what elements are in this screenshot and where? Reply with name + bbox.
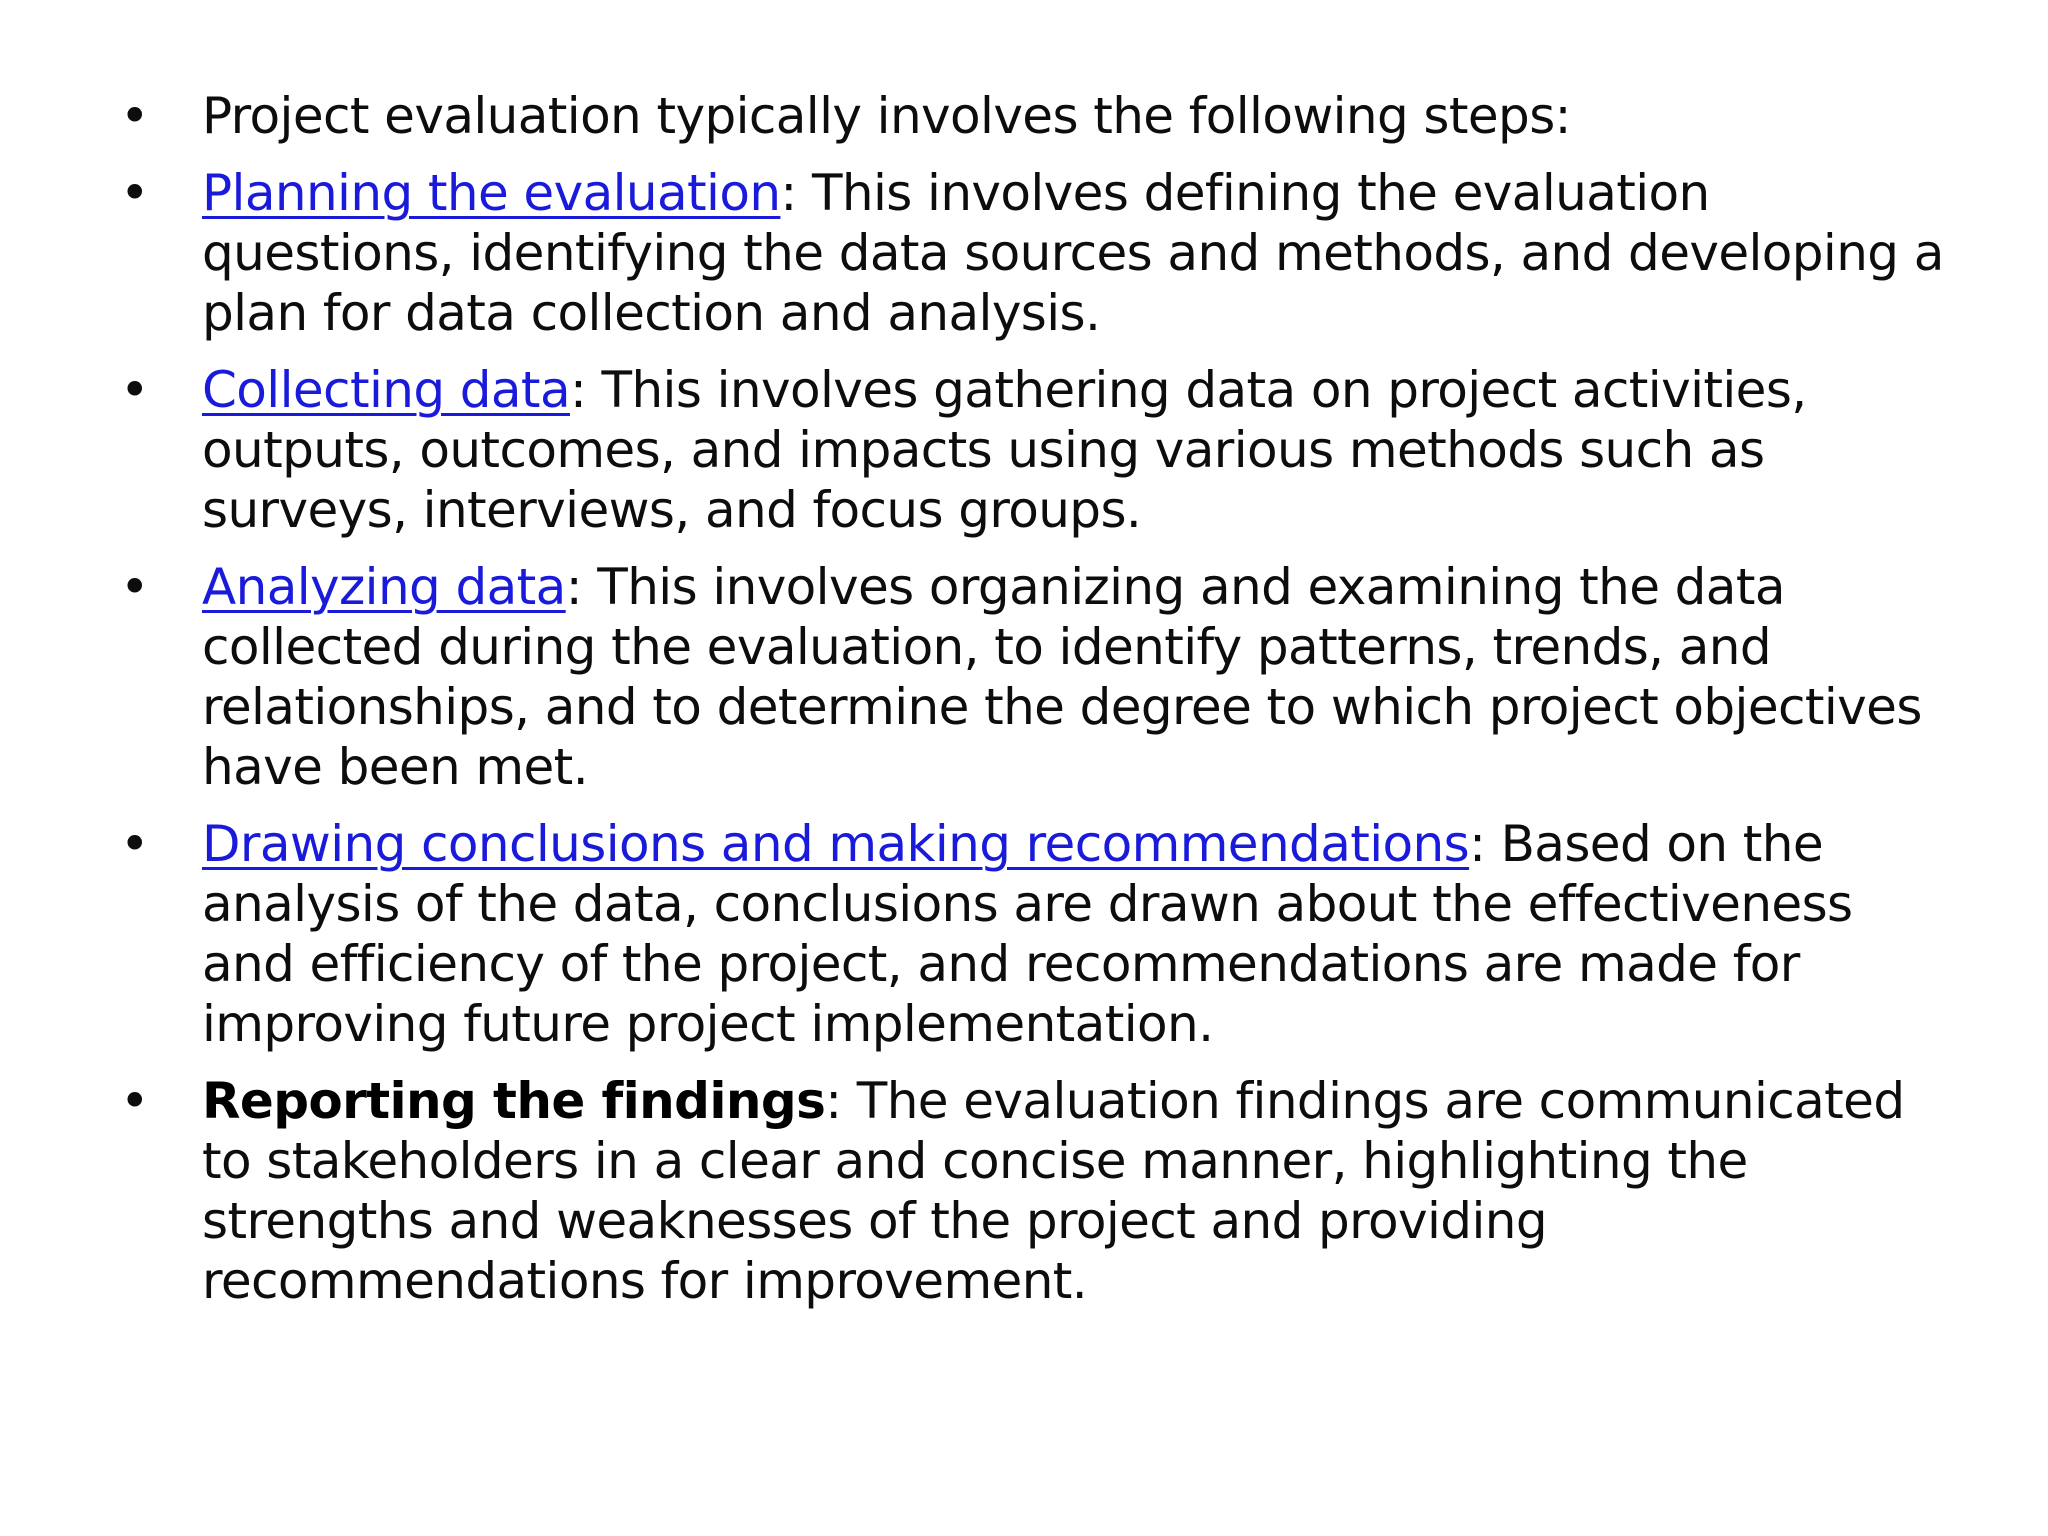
bullet-item-reporting bbox=[120, 1071, 1950, 1311]
analyzing-data-link[interactable]: Analyzing data bbox=[202, 558, 566, 616]
step-description: This involves defining the evaluation questions, identifying the data sources and methods, and developing a plan for data collection and analysis. bbox=[202, 164, 1944, 342]
collecting-data-link[interactable]: Collecting data bbox=[202, 361, 570, 419]
bullet-icon: • bbox=[120, 1072, 149, 1130]
step-description: This involves gathering data on project activities, outputs, outcomes, and impacts using various methods such as surveys, interviews, and focus groups. bbox=[202, 361, 1807, 539]
intro-text: Project evaluation typically involves the following steps: bbox=[202, 87, 1571, 145]
term-separator: : bbox=[825, 1072, 842, 1130]
bullet-icon: • bbox=[120, 815, 149, 873]
step-description: This involves organizing and examining the data collected during the evaluation, to identify patterns, trends, and relationships, and to determine the degree to which project objectives have been met. bbox=[202, 558, 1922, 796]
term-separator: : bbox=[1469, 815, 1486, 873]
step-description: The evaluation findings are communicated to stakeholders in a clear and concise manner, highlighting the strengths and weaknesses of the project and providing recommendations for improvement. bbox=[202, 1072, 1905, 1310]
term-separator: : bbox=[569, 361, 587, 419]
step-description: Based on the analysis of the data, conclusions are drawn about the effectiveness and efficiency of the project, and recommendations are made for improving future project implementation. bbox=[202, 815, 1853, 1053]
bullet-item-collecting bbox=[120, 360, 1950, 540]
term-separator: : bbox=[780, 164, 797, 222]
bullet-item-conclusions bbox=[120, 814, 1950, 1054]
bullet-icon: • bbox=[120, 361, 149, 419]
planning-the-evaluation-link[interactable]: Planning the evaluation bbox=[202, 164, 781, 222]
drawing-conclusions-link[interactable]: Drawing conclusions and making recommendations bbox=[202, 815, 1470, 873]
bullet-icon: • bbox=[120, 87, 149, 145]
term-separator: : bbox=[565, 558, 582, 616]
bullet-item-planning bbox=[120, 163, 1950, 343]
reporting-the-findings-term: Reporting the findings bbox=[202, 1072, 826, 1130]
bullet-item-analyzing bbox=[120, 557, 1950, 797]
bullet-icon: • bbox=[120, 164, 149, 222]
bullet-list bbox=[120, 86, 1950, 1328]
bullet-icon: • bbox=[120, 558, 149, 616]
bullet-item-intro bbox=[120, 86, 1950, 146]
